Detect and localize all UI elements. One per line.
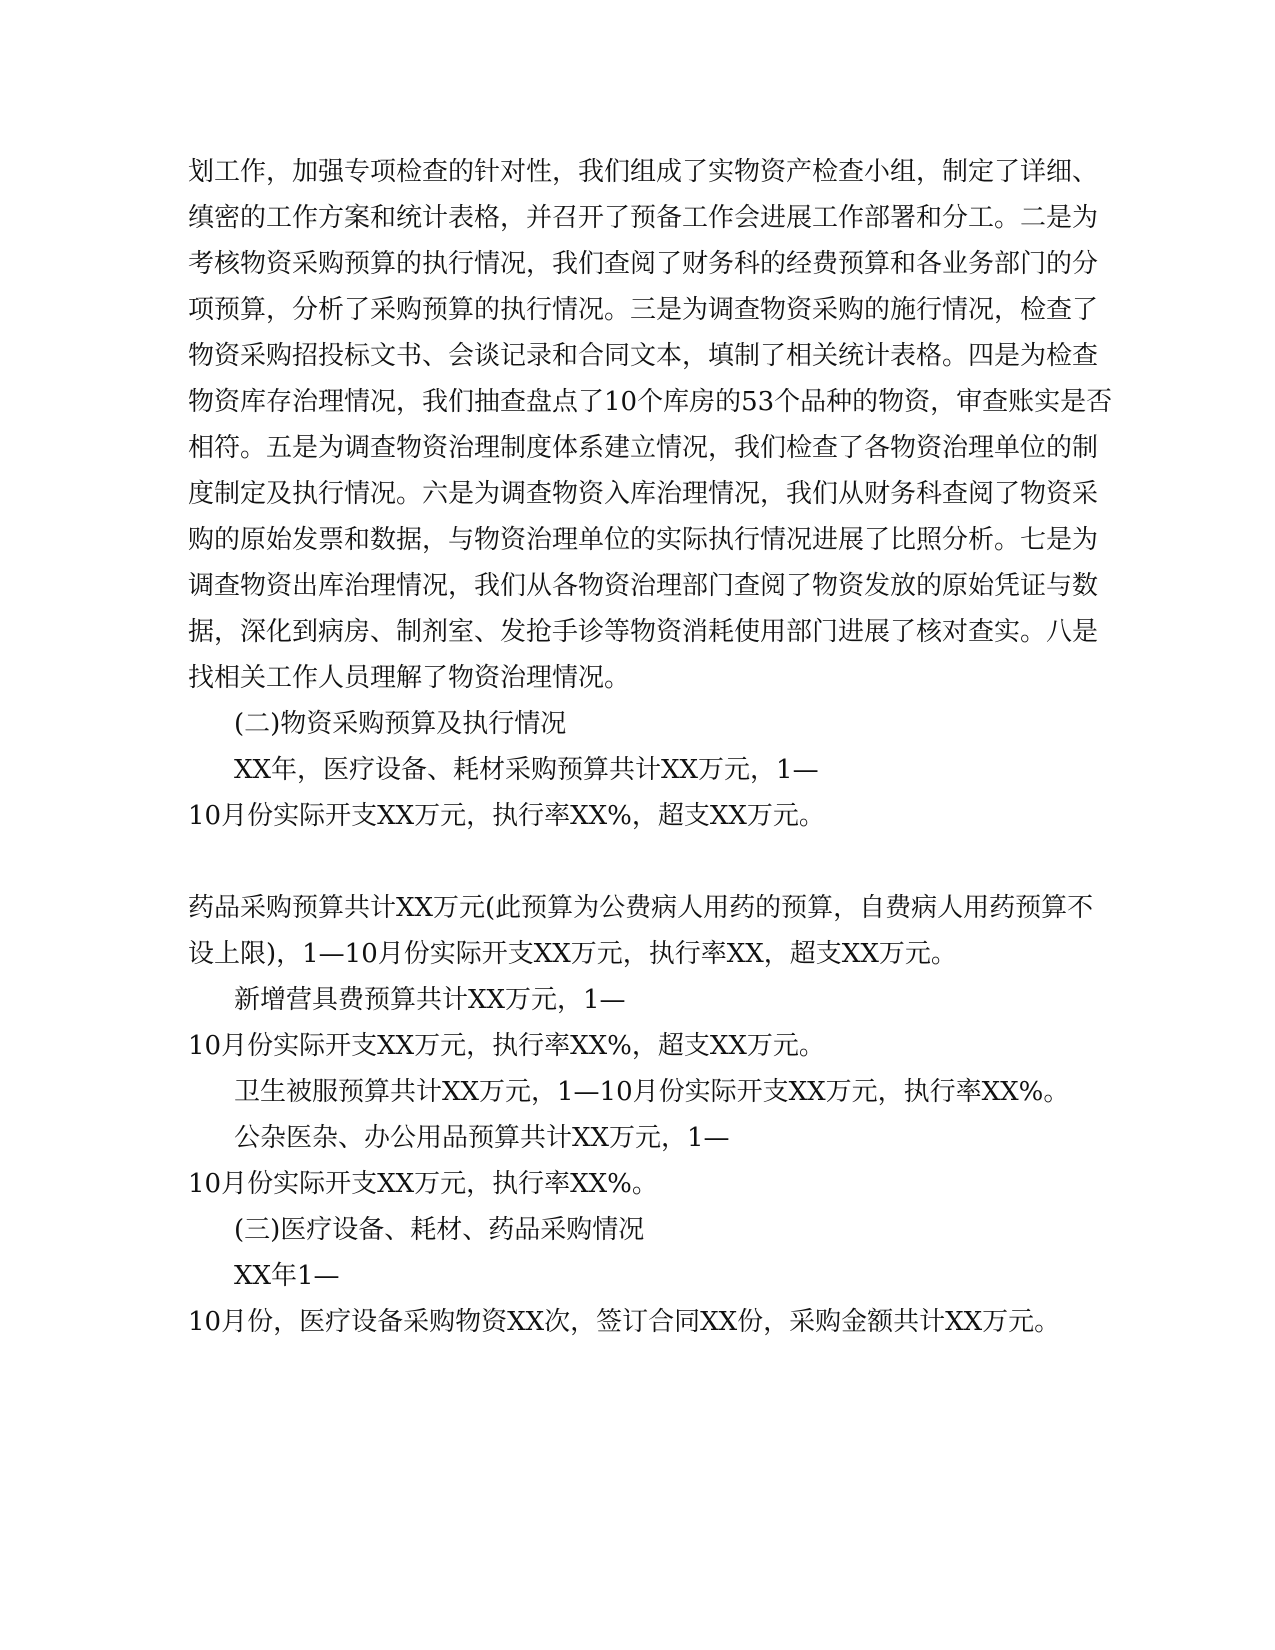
body-text-line: 缜密的工作方案和统计表格，并召开了预备工作会进展工作部署和分工。二是为 xyxy=(188,203,1099,233)
body-text-line: 物资库存治理情况，我们抽查盘点了10个库房的53个品种的物资，审查账实是否 xyxy=(188,387,1113,417)
section-heading: (三)医疗设备、耗材、药品采购情况 xyxy=(234,1215,645,1245)
body-text-line: 公杂医杂、办公用品预算共计XX万元，1— xyxy=(234,1123,730,1153)
body-text-line: 据，深化到病房、制剂室、发抢手诊等物资消耗使用部门进展了核对查实。八是 xyxy=(188,617,1099,647)
body-text-line: XX年，医疗设备、耗材采购预算共计XX万元，1— xyxy=(234,755,819,785)
body-text-line: 新增营具费预算共计XX万元，1— xyxy=(234,985,626,1015)
section-heading: (二)物资采购预算及执行情况 xyxy=(234,709,567,739)
body-text-line: 购的原始发票和数据，与物资治理单位的实际执行情况进展了比照分析。七是为 xyxy=(188,525,1099,555)
body-text-line: 设上限)，1—10月份实际开支XX万元，执行率XX，超支XX万元。 xyxy=(188,939,957,969)
body-text-line: 考核物资采购预算的执行情况，我们查阅了财务科的经费预算和各业务部门的分 xyxy=(188,249,1099,279)
body-text-line: 药品采购预算共计XX万元(此预算为公费病人用药的预算，自费病人用药预算不 xyxy=(188,893,1094,923)
body-text-line: 10月份实际开支XX万元，执行率XX%，超支XX万元。 xyxy=(188,801,825,831)
body-text-line: 相符。五是为调查物资治理制度体系建立情况，我们检查了各物资治理单位的制 xyxy=(188,433,1099,463)
body-text-line: 10月份实际开支XX万元，执行率XX%，超支XX万元。 xyxy=(188,1031,825,1061)
body-text-line: XX年1— xyxy=(234,1261,340,1291)
body-text-line: 调查物资出库治理情况，我们从各物资治理部门查阅了物资发放的原始凭证与数 xyxy=(188,571,1099,601)
body-text-line: 10月份，医疗设备采购物资XX次，签订合同XX份，采购金额共计XX万元。 xyxy=(188,1307,1061,1337)
body-text-line: 项预算，分析了采购预算的执行情况。三是为调查物资采购的施行情况，检查了 xyxy=(188,295,1099,325)
body-text-line: 10月份实际开支XX万元，执行率XX%。 xyxy=(188,1169,658,1199)
body-text-line: 划工作，加强专项检查的针对性，我们组成了实物资产检查小组，制定了详细、 xyxy=(188,157,1099,187)
body-text-line: 找相关工作人员理解了物资治理情况。 xyxy=(188,663,631,693)
body-text-line: 卫生被服预算共计XX万元，1—10月份实际开支XX万元，执行率XX%。 xyxy=(234,1077,1070,1107)
body-text-line: 度制定及执行情况。六是为调查物资入库治理情况，我们从财务科查阅了物资采 xyxy=(188,479,1099,509)
body-text-line: 物资采购招投标文书、会谈记录和合同文本，填制了相关统计表格。四是为检查 xyxy=(188,341,1099,371)
